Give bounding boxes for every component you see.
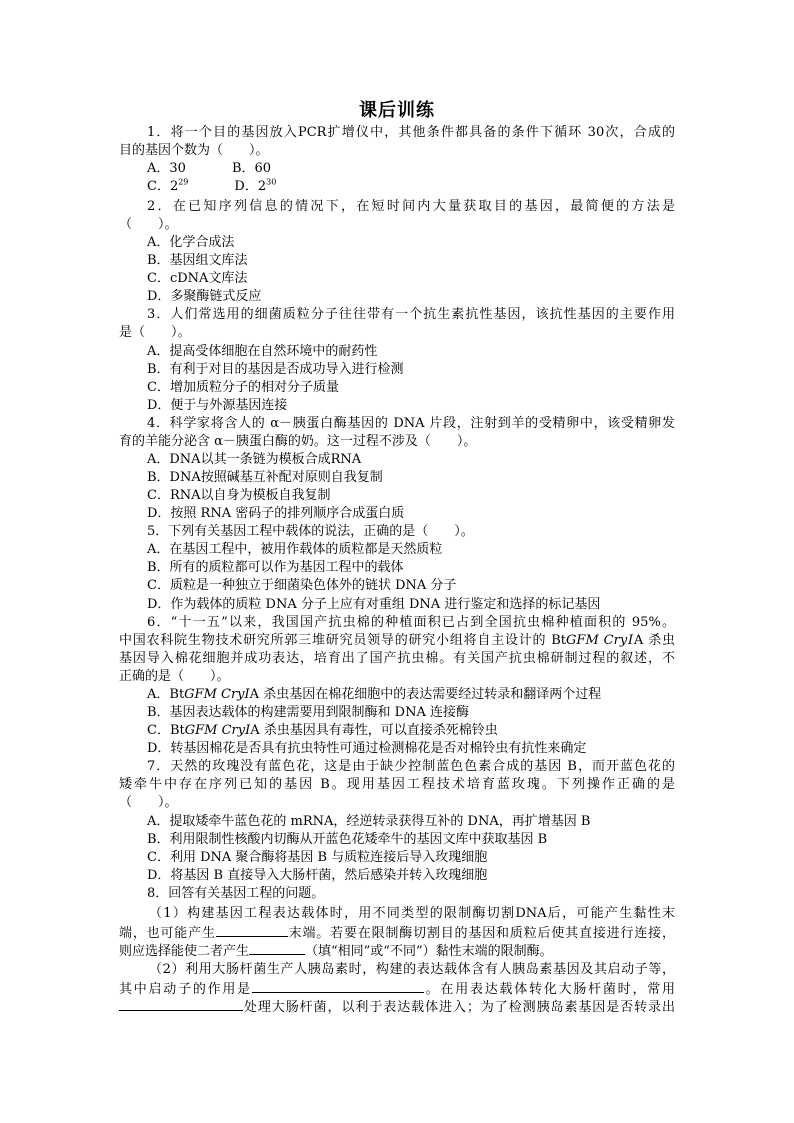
q7-option-d: D．将基因 B 直接导入大肠杆菌，然后感染并转入玫瑰细胞 [147,868,488,883]
q3-option-a: A．提高受体细胞在自然环境中的耐药性 [147,344,378,359]
q4-option-a: A．DNA以其一条链为模板合成RNA [147,452,362,467]
q8-part1-line2: 端，也可能产生 末端。若要在限制酶切割目的基因和质粒后使其直接进行连接， [119,923,675,941]
q1-stem-line1: 1．将一个目的基因放入PCR扩增仪中，其他条件都具备的条件下循环 30次，合成的 [147,125,675,140]
q6-option-c-gene: GFM CryⅠ [184,723,251,738]
q4-stem-line2: 育的羊能分泌含 α－胰蛋白酶的奶。这一过程不涉及（ ）。 [119,434,477,449]
q2-stem-line2: （ ）。 [119,217,178,232]
q8-stem: 8．回答有关基因工程的问题。 [147,886,325,901]
q6-option-a-gene: GFM CryⅠ [184,687,250,702]
q6-stem-line4: 正确的是（ ）。 [119,669,230,684]
q6-stem-line2: 中国农科院生物技术研究所郭三堆研究员领导的研究小组将自主设计的 BtGFM CryⅠA 杀虫 [119,633,675,648]
q1-stem-line2: 目的基因个数为（ ）。 [119,143,269,158]
q5-option-b: B．所有的质粒都可以作为基因工程中的载体 [147,560,404,575]
q7-option-a: A．提取矮牵牛蓝色花的 mRNA，经逆转录获得互补的 DNA，再扩增基因 B [147,814,591,829]
q3-stem-line1: 3．人们常选用的细菌质粒分子往往带有一个抗生素抗性基因，该抗性基因的主要作用 [147,307,675,322]
q6-option-d: D．转基因棉花是否具有抗虫特性可通过检测棉花是否对棉铃虫有抗性来确定 [147,741,587,756]
q1-option-c-exponent: 29 [178,178,189,187]
q7-stem-line3: （ ）。 [119,795,178,810]
q5-option-c: C．质粒是一种独立于细菌染色体外的链状 DNA 分子 [147,578,457,593]
q6-option-b: B．基因表达载体的构建需要用到限制酶和 DNA 连接酶 [147,705,470,720]
q3-stem-line2: 是（ ）。 [119,325,191,340]
q1-option-a: A．30 [147,161,186,176]
q4-stem-line1: 4．科学家将含人的 α－胰蛋白酶基因的 DNA 片段，注射到羊的受精卵中，该受精卵发 [147,416,675,431]
q8-part2-line2: 其中启动子的作用是 。在用表达载体转化大肠杆菌时，常用 [119,979,675,997]
q5-option-d: D．作为载体的质粒 DNA 分子上应有对重组 DNA 进行鉴定和选择的标记基因 [147,597,601,612]
q2-option-b: B．基因组文库法 [147,253,248,268]
q4-option-c: C．RNA以自身为模板自我复制 [147,488,331,503]
q1-option-c: C．$2^{29}$ [147,178,189,194]
q4-option-b: B．DNA按照碱基互补配对原则自我复制 [147,470,383,485]
q4-option-d: D．按照 RNA 密码子的排列顺序合成蛋白质 [147,506,405,521]
q5-option-a: A．在基因工程中，被用作载体的质粒都是天然质粒 [147,542,443,557]
q2-option-a: A．化学合成法 [147,235,235,250]
q1-option-d: D．$2^{30}$ [234,178,277,194]
q6-stem-line3: 基因导入棉花细胞并成功表达，培育出了国产抗虫棉。有关国产抗虫棉研制过程的叙述，不 [119,651,675,666]
q1-option-b: B．60 [231,161,272,176]
q2-stem-line1: 2．在已知序列信息的情况下，在短时间内大量获取目的基因，最简便的方法是 [147,199,675,214]
q8-part1-line1: （1）构建基因工程表达载体时，用不同类型的限制酶切割DNA后，可能产生黏性末 [149,906,675,921]
q2-option-d: D．多聚酶链式反应 [147,289,262,304]
q8-part1-line3: 则应选择能使二者产生 （填“相同”或“不同”）黏性末端的限制酶。 [119,941,675,959]
q6-option-c: C．BtGFM CryⅠA 杀虫基因具有毒性，可以直接杀死棉铃虫 [147,723,498,738]
q3-option-d: D．便于与外源基因连接 [147,398,288,413]
q2-option-c: C．cDNA文库法 [147,271,248,286]
q1-options-cd [147,178,675,196]
q8-answer-blank-4[interactable] [119,997,243,1011]
q7-option-c: C．利用 DNA 聚合酶将基因 B 与质粒连接后导入玫瑰细胞 [147,850,488,865]
q8-part2-line1: （2）利用大肠杆菌生产人胰岛素时，构建的表达载体含有人胰岛素基因及其启动子等， [149,962,675,977]
q6-stem-line1: 6．“十一五”以来，我国国产抗虫棉的种植面积已占到全国抗虫棉种植面积的 95%。 [147,615,675,630]
q8-answer-blank-2[interactable] [249,941,305,955]
q8-answer-blank-1[interactable] [216,923,288,937]
q1-options-ab [147,160,675,178]
q8-answer-blank-3[interactable] [252,979,424,993]
page-title: 课后训练 [359,100,435,121]
q7-option-b: B．利用限制性核酸内切酶从开蓝色花矮牵牛的基因文库中获取基因 B [147,832,548,847]
q5-stem: 5．下列有关基因工程中载体的说法，正确的是（ ）。 [147,524,474,539]
q1-option-d-exponent: 30 [266,178,277,187]
q8-part2-line3: 处理大肠杆菌，以利于表达载体进入；为了检测胰岛素基因是否转录出 [119,997,675,1015]
q7-stem-line2: 矮牵牛中存在序列已知的基因 B。现用基因工程技术培育蓝玫瑰。下列操作正确的是 [119,777,675,792]
q3-option-c: C．增加质粒分子的相对分子质量 [147,380,339,395]
q6-gene-name: GFM CryⅠ [566,633,634,648]
q7-stem-line1: 7．天然的玫瑰没有蓝色花，这是由于缺少控制蓝色色素合成的基因 B，而开蓝色花的 [147,759,675,774]
q6-option-a: A．BtGFM CryⅠA 杀虫基因在棉花细胞中的表达需要经过转录和翻译两个过程 [147,687,602,702]
q3-option-b: B．有利于对目的基因是否成功导入进行检测 [147,362,404,377]
